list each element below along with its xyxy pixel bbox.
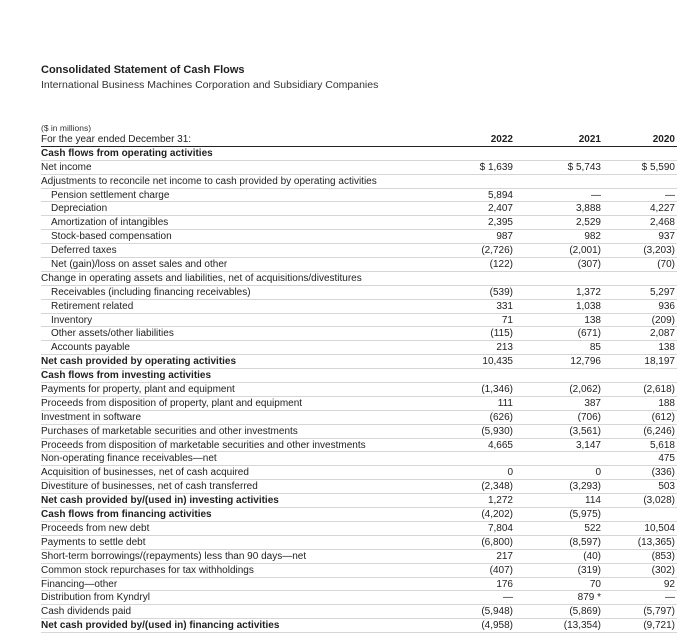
row-value-c1: 176 [496,578,513,590]
units-note: ($ in millions) [41,123,92,133]
row-value-c2: 138 [584,314,601,326]
row-label: Pension settlement charge [51,189,170,201]
table-row [41,397,677,411]
row-value-c2: $ 5,743 [567,161,601,173]
row-label: Other assets/other liabilities [51,328,174,340]
header-year-2020: 2020 [652,134,675,145]
table-row [41,314,677,328]
row-value-c1: (5,930) [481,425,513,437]
row-value-c1: 5,894 [487,189,513,201]
table-row [41,355,677,369]
table-row [41,327,677,341]
table-row [41,300,677,314]
table-header-row [41,133,677,147]
row-label: Net cash provided by/(used in) investing activities [41,495,279,507]
row-value-c3: 5,297 [649,286,675,298]
statement-title: Consolidated Statement of Cash Flows [41,64,245,76]
row-value-c1: 7,804 [487,522,513,534]
row-value-c1: — [503,592,513,604]
row-value-c1: (115) [490,328,513,340]
row-label: Short-term borrowings/(repayments) less than 90 days—net [41,550,307,562]
table-row [41,425,677,439]
row-value-c2: 387 [584,397,601,409]
row-value-c2: 1,372 [575,286,601,298]
table-row [41,591,677,605]
row-value-c3: (853) [651,550,675,562]
row-value-c2: 1,038 [575,300,601,312]
row-label: Adjustments to reconcile net income to cash provided by operating activities [41,175,377,187]
row-value-c3: 10,504 [644,522,675,534]
row-value-c3: — [665,592,675,604]
company-subtitle: International Business Machines Corporation and Subsidiary Companies [41,79,379,91]
row-value-c1: (6,800) [481,536,513,548]
row-value-c3: (3,028) [643,495,675,507]
row-label: Proceeds from disposition of property, plant and equipment [41,397,303,409]
row-value-c3: (6,246) [643,425,675,437]
row-label: Non-operating finance receivables—net [41,453,217,465]
row-value-c2: (13,354) [563,620,601,632]
row-value-c1: (4,958) [481,620,513,632]
header-label: For the year ended December 31: [41,134,192,145]
row-value-c3: 5,618 [649,439,675,451]
row-value-c3: (9,721) [643,620,675,632]
row-label: Deferred taxes [51,245,117,257]
row-value-c1: $ 1,639 [479,161,513,173]
row-value-c2: 3,888 [575,203,601,215]
row-label: Net cash provided by/(used in) financing activities [41,620,280,632]
table-row [41,452,677,466]
table-row [41,147,677,161]
table-row [41,286,677,300]
row-label: Distribution from Kyndryl [41,592,150,604]
row-value-c3: 936 [658,300,675,312]
row-value-c1: (1,346) [481,384,513,396]
row-value-c3: (612) [651,411,675,423]
row-value-c2: (3,561) [569,425,601,437]
row-value-c3: (13,365) [637,536,675,548]
cash-flow-table [41,133,677,633]
row-value-c1: 217 [496,550,513,562]
row-value-c3: 18,197 [644,356,675,368]
table-row [41,272,677,286]
row-label: Inventory [51,314,93,326]
row-value-c3: 503 [658,481,675,493]
row-label: Cash dividends paid [41,606,132,618]
header-year-2022: 2022 [490,134,513,145]
table-row [41,216,677,230]
row-value-c3: 2,468 [649,217,675,229]
table-row [41,189,677,203]
row-value-c1: 1,272 [487,495,513,507]
row-value-c1: (5,948) [481,606,513,618]
row-value-c2: (671) [577,328,601,340]
row-label: Receivables (including financing receivables) [51,286,251,298]
row-value-c1: 331 [496,300,513,312]
row-label: Investment in software [41,411,142,423]
table-row [41,564,677,578]
row-value-c3: 475 [658,453,675,465]
table-row [41,466,677,480]
row-label: Divestiture of businesses, net of cash transferred [41,481,258,493]
row-value-c3: (5,797) [643,606,675,618]
row-value-c2: — [591,189,601,201]
row-value-c1: (626) [489,411,513,423]
table-row [41,480,677,494]
table-row [41,619,677,633]
row-value-c3: (209) [651,314,675,326]
row-label: Common stock repurchases for tax withholdings [41,564,254,576]
row-label: Amortization of intangibles [51,217,169,229]
row-label: Proceeds from new debt [41,522,150,534]
table-row [41,494,677,508]
row-value-c2: 114 [585,495,601,507]
row-value-c2: 2,529 [575,217,601,229]
row-value-c1: 213 [496,342,513,354]
row-value-c2: (2,001) [569,245,601,257]
row-value-c2: (5,975) [569,509,601,521]
table-row [41,244,677,258]
row-value-c3: 4,227 [649,203,675,215]
row-label: Cash flows from financing activities [41,509,212,521]
table-row [41,161,677,175]
row-value-c2: (319) [577,564,601,576]
row-value-c1: 10,435 [482,356,513,368]
row-value-c2: (8,597) [569,536,601,548]
table-row [41,536,677,550]
row-value-c2: (2,062) [569,384,601,396]
row-label: Depreciation [51,203,108,215]
table-row [41,550,677,564]
row-label: Acquisition of businesses, net of cash acquired [41,467,249,479]
row-value-c2: 982 [584,231,601,243]
header-year-2021: 2021 [578,134,601,145]
table-row [41,230,677,244]
row-value-c2: 0 [595,467,601,479]
table-row [41,605,677,619]
row-value-c3: (336) [651,467,675,479]
row-value-c1: 71 [501,314,513,326]
row-label: Net income [41,161,92,173]
row-value-c3: (302) [651,564,675,576]
row-label: Purchases of marketable securities and other investments [41,425,298,437]
table-row [41,175,677,189]
table-row [41,508,677,522]
row-value-c2: 70 [589,578,601,590]
row-value-c2: (5,869) [569,606,601,618]
row-value-c1: 111 [497,397,513,409]
row-value-c2: 12,796 [570,356,601,368]
row-label: Retirement related [51,300,134,312]
row-value-c1: 2,395 [487,217,513,229]
row-value-c1: 987 [496,231,513,243]
table-row [41,522,677,536]
row-value-c1: (4,202) [481,509,513,521]
table-row [41,411,677,425]
row-value-c1: (539) [489,286,513,298]
table-row [41,369,677,383]
row-label: Financing—other [41,578,118,590]
row-value-c3: 937 [658,231,675,243]
row-value-c3: 2,087 [649,328,675,340]
row-value-c2: 3,147 [575,439,601,451]
row-value-c1: (122) [489,259,513,271]
row-value-c2: 85 [589,342,601,354]
row-value-c3: 188 [658,397,675,409]
row-value-c2: (40) [583,550,601,562]
row-label: Payments to settle debt [41,536,146,548]
row-label: Net cash provided by operating activities [41,356,237,368]
table-row [41,341,677,355]
row-label: Change in operating assets and liabilities, net of acquisitions/divestitures [41,272,362,284]
row-label: Cash flows from investing activities [41,370,212,382]
table-row [41,202,677,216]
row-value-c1: (407) [489,564,513,576]
row-value-c2: 522 [584,522,601,534]
row-value-c3: 138 [658,342,675,354]
row-label: Net (gain)/loss on asset sales and other [51,259,228,271]
row-value-c1: 2,407 [487,203,513,215]
row-value-c2: (706) [577,411,601,423]
row-label: Proceeds from disposition of marketable securities and other investments [41,439,366,451]
table-row [41,439,677,453]
row-value-c3: $ 5,590 [641,161,675,173]
table-row [41,258,677,272]
table-row [41,578,677,592]
row-label: Payments for property, plant and equipment [41,384,235,396]
row-value-c2: (3,293) [569,481,601,493]
row-value-c1: 0 [507,467,513,479]
table-body [41,147,677,633]
row-value-c3: (70) [657,259,675,271]
row-label: Cash flows from operating activities [41,147,213,159]
row-value-c3: (3,203) [643,245,675,257]
row-value-c2: 879 * [577,592,601,604]
table-row [41,383,677,397]
row-label: Accounts payable [51,342,130,354]
row-value-c3: 92 [663,578,675,590]
row-value-c1: (2,726) [481,245,513,257]
row-value-c1: (2,348) [481,481,513,493]
row-value-c3: (2,618) [643,384,675,396]
row-value-c3: — [665,189,675,201]
row-value-c2: (307) [577,259,601,271]
row-label: Stock-based compensation [51,231,172,243]
row-value-c1: 4,665 [487,439,513,451]
